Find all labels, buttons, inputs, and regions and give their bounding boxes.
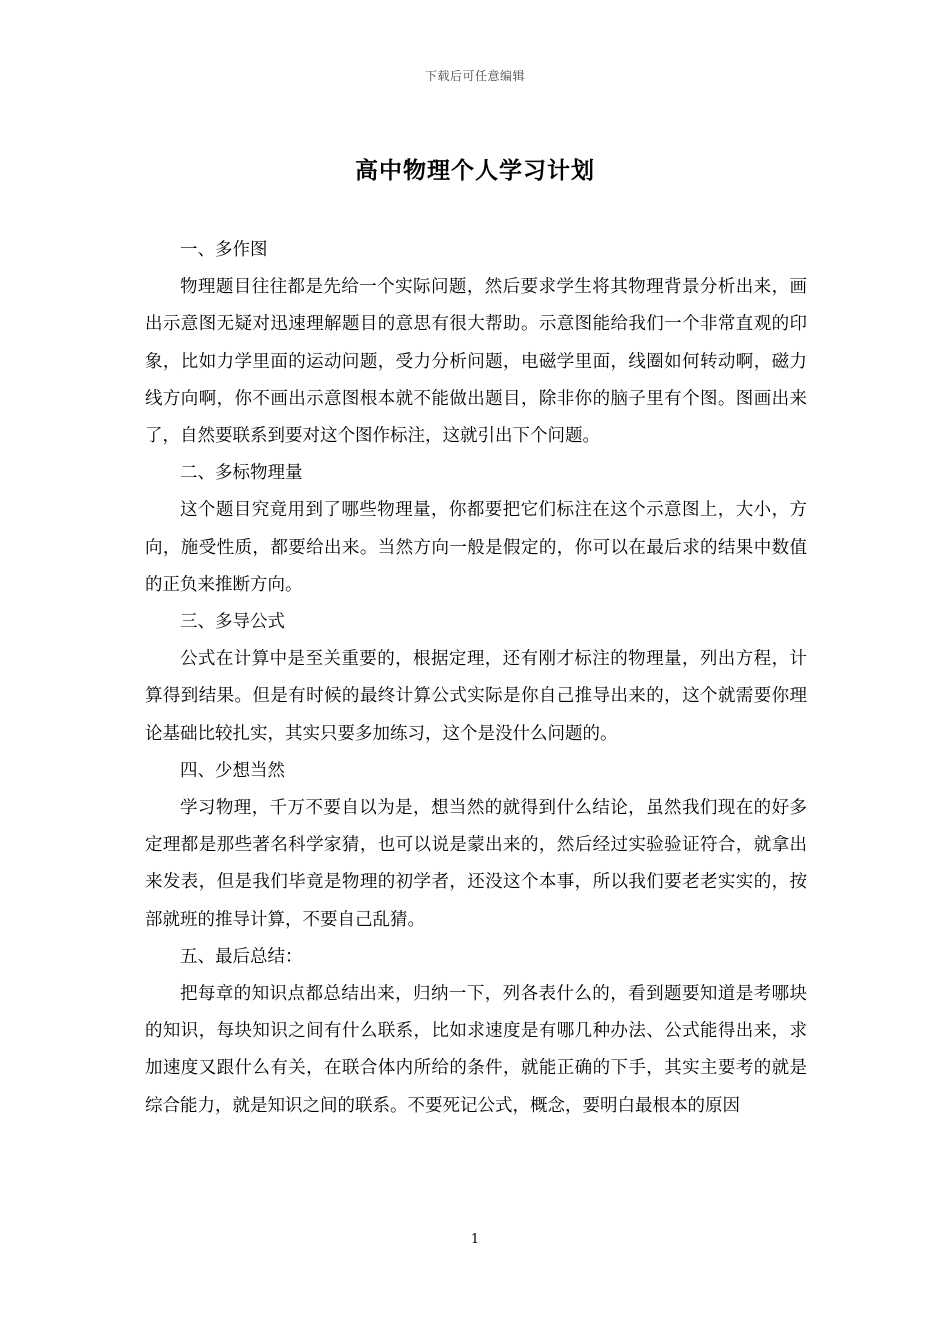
section-paragraph-3: 公式在计算中是至关重要的，根据定理，还有刚才标注的物理量，列出方程，计算得到结果。但是有时候的最终计算公式实际是你自己推导出来的，这个就需要你理论基础比较扎实，其实只要多加练习，这个是没什么问题的。: [145, 649, 807, 744]
section-heading-1: 一、多作图: [180, 240, 268, 260]
page-number: 1: [470, 1232, 480, 1247]
section-paragraph-4: 学习物理，千万不要自以为是，想当然的就得到什么结论，虽然我们现在的好多定理都是那些著名科学家猜，也可以说是蒙出来的，然后经过实验验证符合，就拿出来发表，但是我们毕竟是物理的初学者，还没这个本事，所以我们要老老实实的，按部就班的推导计算，不要自己乱猜。: [145, 798, 807, 930]
document-body: [145, 232, 807, 1125]
section-paragraph-1: 物理题目往往都是先给一个实际问题，然后要求学生将其物理背景分析出来，画出示意图无疑对迅速理解题目的意思有很大帮助。示意图能给我们一个非常直观的印象，比如力学里面的运动问题，受力分析问题，电磁学里面，线圈如何转动啊，磁力线方向啊，你不画出示意图根本就不能做出题目，除非你的脑子里有个图。图画出来了，自然要联系到要对这个图作标注，这就引出下个问题。: [145, 277, 807, 447]
section-heading-2: 二、多标物理量: [180, 463, 303, 484]
document-title: 高中物理个人学习计划: [355, 157, 595, 184]
section-paragraph-2: 这个题目究竟用到了哪些物理量，你都要把它们标注在这个示意图上，大小，方向，施受性质，都要给出来。当然方向一般是假定的，你可以在最后求的结果中数值的正负来推断方向。: [145, 500, 807, 595]
section-heading-4: 四、少想当然: [180, 760, 285, 781]
section-heading-3: 三、多导公式: [180, 612, 285, 633]
section-paragraph-5: 把每章的知识点都总结出来，归纳一下，列各表什么的，看到题要知道是考哪块的知识，每块知识之间有什么联系，比如求速度是有哪几种办法、公式能得出来，求加速度又跟什么有关，在联合体内所给的条件，就能正确的下手，其实主要考的就是综合能力，就是知识之间的联系。不要死记公式，概念，要明白最根本的原因: [145, 984, 807, 1116]
header-note: 下载后可任意编辑: [424, 69, 525, 83]
section-heading-5: 五、最后总结：: [180, 946, 303, 967]
